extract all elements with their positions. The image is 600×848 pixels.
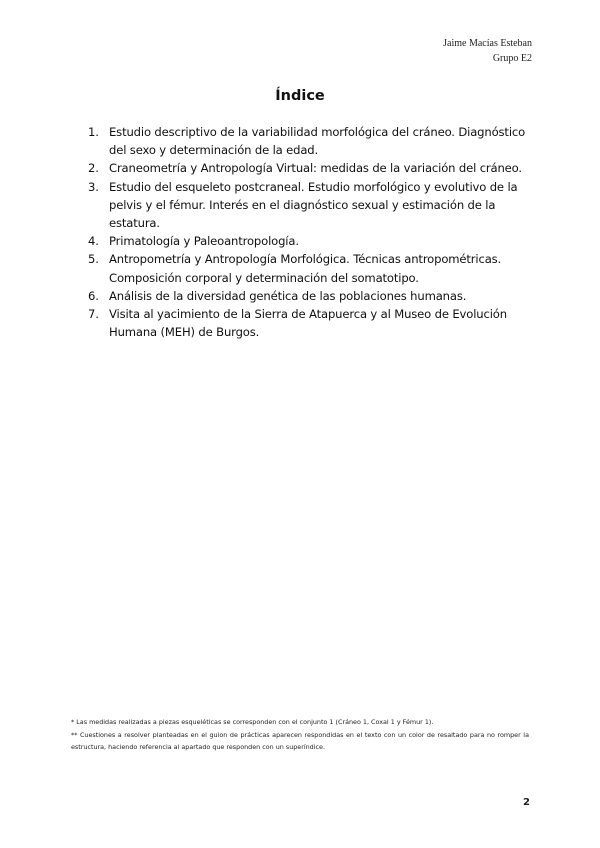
table-of-contents	[88, 123, 528, 341]
footnote: * Las medidas realizadas a piezas esqueléticas se corresponden con el conjunto 1 (Cráneo 1, Coxal 1 y Fémur 1).	[71, 718, 434, 726]
footnote: ** Cuestiones a resolver planteadas en el guion de prácticas aparecen respondidas en el texto con un color de resaltado para no romper la estructura, haciendo referencia al apartado que responden con un superíndice.	[71, 730, 529, 751]
toc-item	[88, 232, 528, 250]
page-number: 2	[523, 797, 530, 808]
toc-item	[88, 178, 528, 233]
toc-item	[88, 250, 528, 286]
toc-item-text: Análisis de la diversidad genética de las poblaciones humanas.	[109, 288, 467, 303]
toc-item-text: Estudio descriptivo de la variabilidad morfológica del cráneo. Diagnóstico del sexo y determinación de la edad.	[109, 125, 526, 158]
toc-item-number: 3.	[88, 179, 99, 194]
toc-item-text: Craneometría y Antropología Virtual: medidas de la variación del cráneo.	[109, 161, 522, 176]
toc-item-number: 5.	[88, 252, 99, 267]
toc-item-text: Estudio del esqueleto postcraneal. Estudio morfológico y evolutivo de la pelvis y el fémur. Interés en el diagnóstico sexual y estimación de la estatura.	[109, 179, 518, 231]
toc-item-text: Antropometría y Antropología Morfológica. Técnicas antropométricas. Composición corporal y determinación del somatotipo.	[109, 252, 502, 285]
toc-item-number: 7.	[88, 307, 99, 322]
toc-item	[88, 305, 528, 341]
toc-item-text: Primatología y Paleoantropología.	[109, 234, 299, 249]
group-label: Grupo E2	[492, 53, 532, 64]
page-title: Índice	[275, 88, 325, 104]
toc-item-number: 4.	[88, 234, 99, 249]
toc-item-number: 2.	[88, 161, 99, 176]
author-name: Jaime Macías Esteban	[443, 38, 532, 49]
toc-item	[88, 159, 528, 177]
toc-item	[88, 287, 528, 305]
toc-item-number: 6.	[88, 288, 99, 303]
toc-item-number: 1.	[88, 125, 99, 139]
toc-item	[88, 123, 528, 159]
toc-item-text: Visita al yacimiento de la Sierra de Atapuerca y al Museo de Evolución Humana (MEH) de Burgos.	[109, 307, 507, 340]
footnotes	[71, 716, 529, 754]
page-header	[443, 36, 532, 66]
